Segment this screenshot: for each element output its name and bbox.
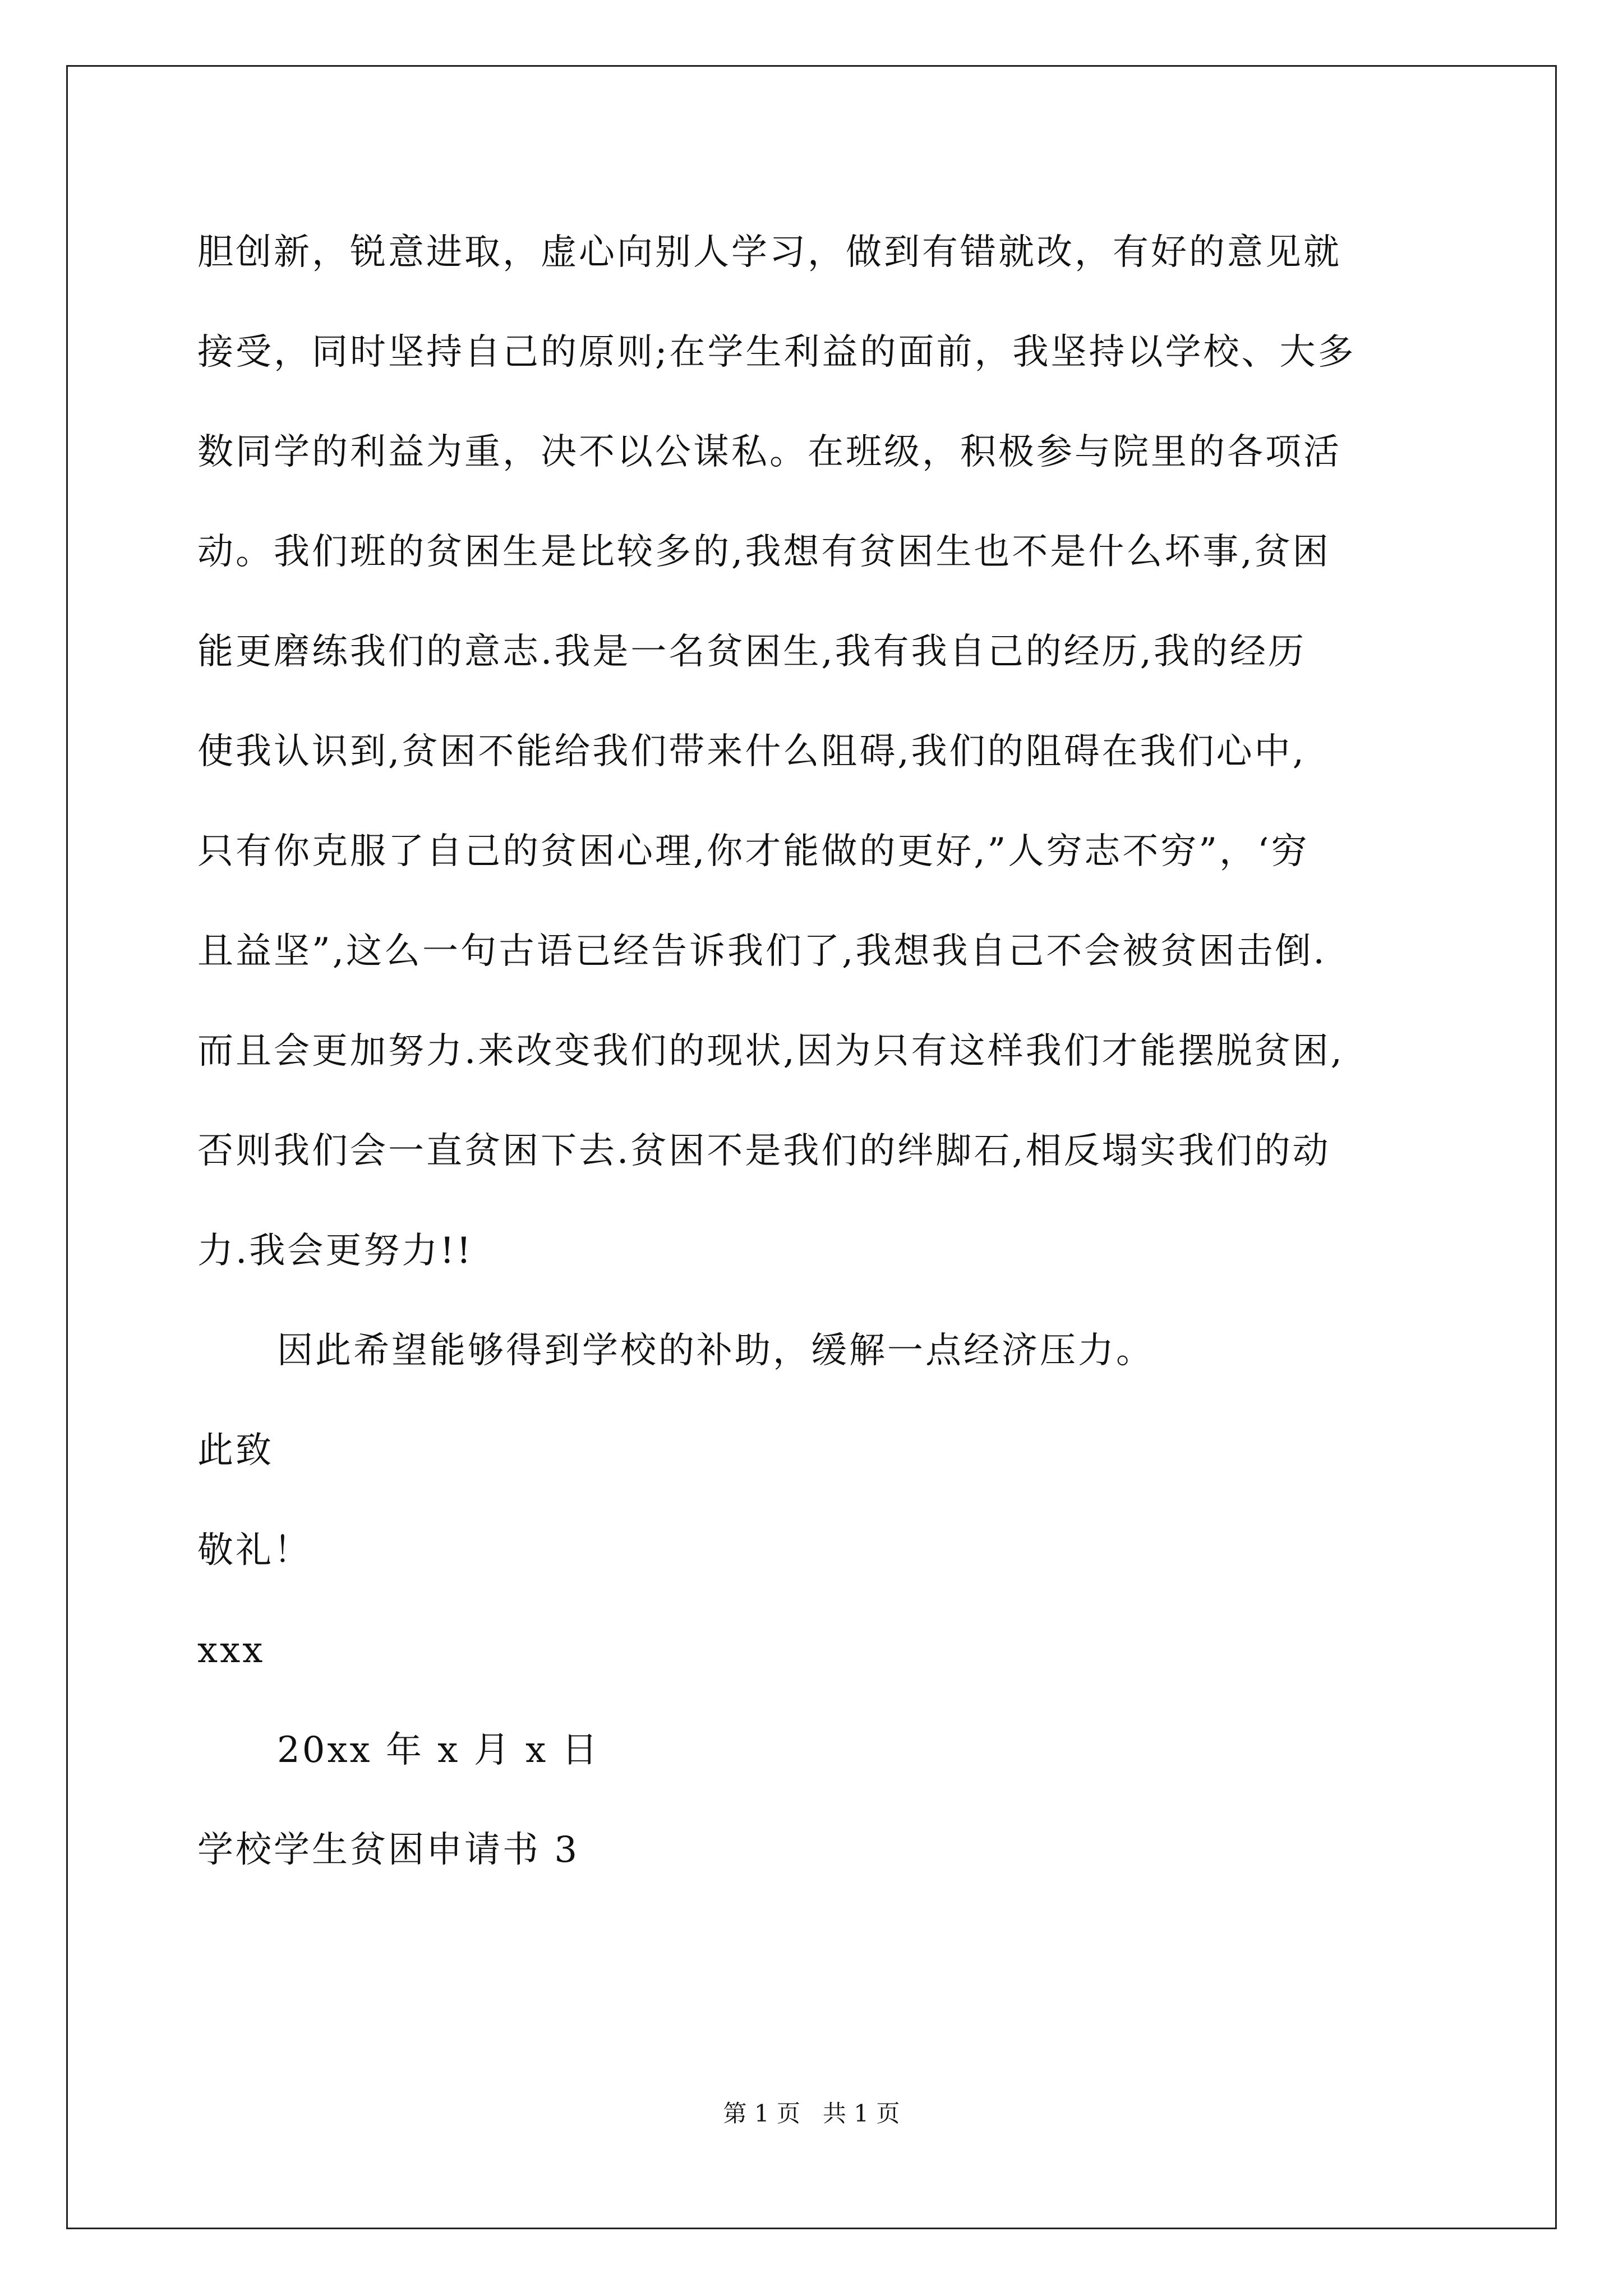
signature: xxx [197, 1630, 265, 1671]
closing-paragraph: 因此希望能够得到学校的补助，缓解一点经济压力。 [277, 1330, 1154, 1372]
document-body [197, 216, 1448, 1913]
body-line: 使我认识到,贫困不能给我们带来什么阻碍,我们的阻碍在我们心中, [197, 731, 1307, 772]
page-footer: 第 1 页 共 1 页 [723, 2100, 900, 2127]
body-line: 数同学的利益为重，决不以公谋私。在班级，积极参与院里的各项活 [197, 431, 1341, 473]
salutation: 此致 [197, 1430, 274, 1471]
regards: 敬礼！ [197, 1530, 312, 1571]
next-section-heading: 学校学生贫困申请书 3 [197, 1829, 580, 1871]
date: 20xx 年 x 月 x 日 [277, 1729, 600, 1771]
body-line: 只有你克服了自己的贫困心理,你才能做的更好,”人穷志不穷”，‘穷 [197, 831, 1310, 872]
body-line: 且益坚”,这么一句古语已经告诉我们了,我想我自己不会被贫困击倒. [197, 931, 1327, 972]
body-line: 胆创新，锐意进取，虚心向别人学习，做到有错就改，有好的意见就 [197, 232, 1341, 273]
body-line: 能更磨练我们的意志.我是一名贫困生,我有我自己的经历,我的经历 [197, 631, 1307, 673]
body-line: 否则我们会一直贫困下去.贫困不是我们的绊脚石,相反塌实我们的动 [197, 1130, 1331, 1172]
body-line: 动。我们班的贫困生是比较多的,我想有贫困生也不是什么坏事,贫困 [197, 531, 1331, 573]
body-line: 而且会更加努力.来改变我们的现状,因为只有这样我们才能摆脱贫困, [197, 1030, 1345, 1072]
body-line: 力.我会更努力!! [197, 1230, 473, 1272]
body-line: 接受，同时坚持自己的原则;在学生利益的面前，我坚持以学校、大多 [197, 332, 1356, 373]
